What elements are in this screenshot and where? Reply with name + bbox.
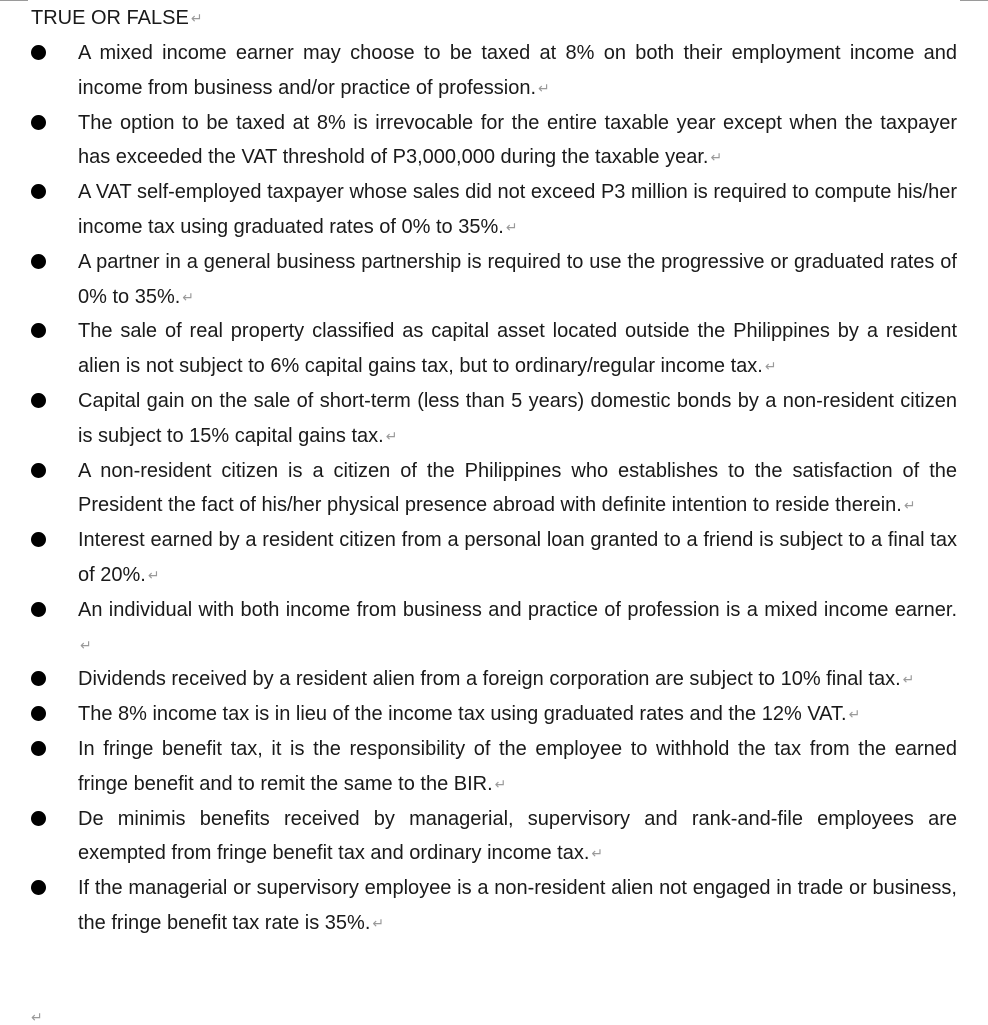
bullet-icon — [31, 393, 46, 408]
paragraph-mark-icon: ↵ — [848, 706, 861, 723]
statement-text: Dividends received by a resident alien from a foreign corporation are subject to 10% final tax. — [78, 668, 901, 691]
list-item — [0, 593, 988, 663]
list-item — [0, 662, 988, 697]
paragraph-mark-icon: ↵ — [538, 79, 550, 96]
list-item — [0, 36, 988, 106]
paragraph-mark-icon: ↵ — [710, 149, 723, 166]
list-item — [0, 732, 988, 802]
bullet-icon — [31, 811, 46, 826]
paragraph-mark-icon: ↵ — [505, 218, 518, 235]
paragraph-mark-icon: ↵ — [494, 775, 507, 792]
list-item — [0, 314, 988, 384]
bullet-icon — [31, 532, 46, 547]
list-item — [0, 454, 988, 524]
list-item — [0, 697, 988, 732]
bullet-icon — [31, 323, 46, 338]
bullet-icon — [31, 880, 46, 895]
statement-text: Interest earned by a resident citizen from a personal loan granted to a friend is subject to a final tax of 20%. — [78, 529, 957, 586]
bullet-icon — [31, 463, 46, 478]
bullet-icon — [31, 671, 46, 686]
paragraph-mark-icon: ↵ — [372, 914, 385, 931]
paragraph-mark-icon: ↵ — [385, 427, 398, 444]
page-title — [31, 5, 203, 31]
bullet-icon — [31, 741, 46, 756]
bullet-icon — [31, 602, 46, 617]
paragraph-mark-icon: ↵ — [591, 845, 604, 862]
statement-text: A VAT self-employed taxpayer whose sales did not exceed P3 million is required to compute his/her income tax using graduated rates of 0% to 35%. — [78, 181, 957, 238]
statement-text: De minimis benefits received by managerial, supervisory and rank-and-file employees are exempted from fringe benefit tax and ordinary income tax. — [78, 807, 957, 865]
list-item — [0, 523, 988, 593]
bullet-icon — [31, 706, 46, 721]
title-text: TRUE OR FALSE — [31, 7, 189, 29]
list-item — [0, 384, 988, 454]
list-item — [0, 245, 988, 315]
bullet-icon — [31, 115, 46, 130]
list-item — [0, 106, 988, 176]
paragraph-mark-icon: ↵ — [190, 10, 203, 26]
list-item — [0, 871, 988, 941]
statement-text: An individual with both income from business and practice of profession is a mixed income earner. — [78, 598, 957, 621]
bullet-icon — [31, 45, 46, 60]
statement-text: A partner in a general business partnership is required to use the progressive or graduated rates of 0% to 35%. — [78, 250, 957, 308]
list-item — [0, 175, 988, 245]
statement-text: Capital gain on the sale of short-term (less than 5 years) domestic bonds by a non-resident citizen is subject to 15% capital gains tax. — [78, 389, 957, 447]
page-corner-mark-left — [0, 0, 28, 1]
bullet-icon — [31, 254, 46, 269]
paragraph-mark-icon: ↵ — [182, 288, 195, 305]
statement-text: The sale of real property classified as capital asset located outside the Philippines by a resident alien is not subject to 6% capital gains tax, but to ordinary/regular income tax. — [78, 320, 957, 378]
list-item — [0, 802, 988, 872]
bullet-icon — [31, 184, 46, 199]
paragraph-mark-icon: ↵ — [147, 566, 160, 583]
paragraph-mark-icon: ↵ — [764, 358, 777, 375]
statement-text: If the managerial or supervisory employee is a non-resident alien not engaged in trade or business, the fringe benefit tax rate is 35%. — [78, 877, 957, 934]
paragraph-mark-icon: ↵ — [902, 671, 915, 688]
statement-text: In fringe benefit tax, it is the responsibility of the employee to withhold the tax from the earned fringe benefit and to remit the same to the BIR. — [78, 737, 957, 795]
statement-text: The option to be taxed at 8% is irrevocable for the entire taxable year except when the taxpayer has exceeded the VAT threshold of P3,000,000 during the taxable year. — [78, 111, 957, 169]
page-corner-mark-right — [960, 0, 988, 1]
statement-text: The 8% income tax is in lieu of the income tax using graduated rates and the 12% VAT. — [78, 703, 847, 726]
paragraph-mark-icon: ↵ — [31, 1009, 43, 1025]
paragraph-mark-icon: ↵ — [903, 497, 916, 514]
statement-list — [0, 36, 988, 941]
paragraph-mark-icon: ↵ — [80, 636, 92, 653]
statement-text: A mixed income earner may choose to be taxed at 8% on both their employment income and income from business and/or practice of profession. — [78, 42, 957, 99]
statement-text: A non-resident citizen is a citizen of the Philippines who establishes to the satisfaction of the President the fact of his/her physical presence abroad with definite intention to reside therein. — [78, 459, 957, 517]
